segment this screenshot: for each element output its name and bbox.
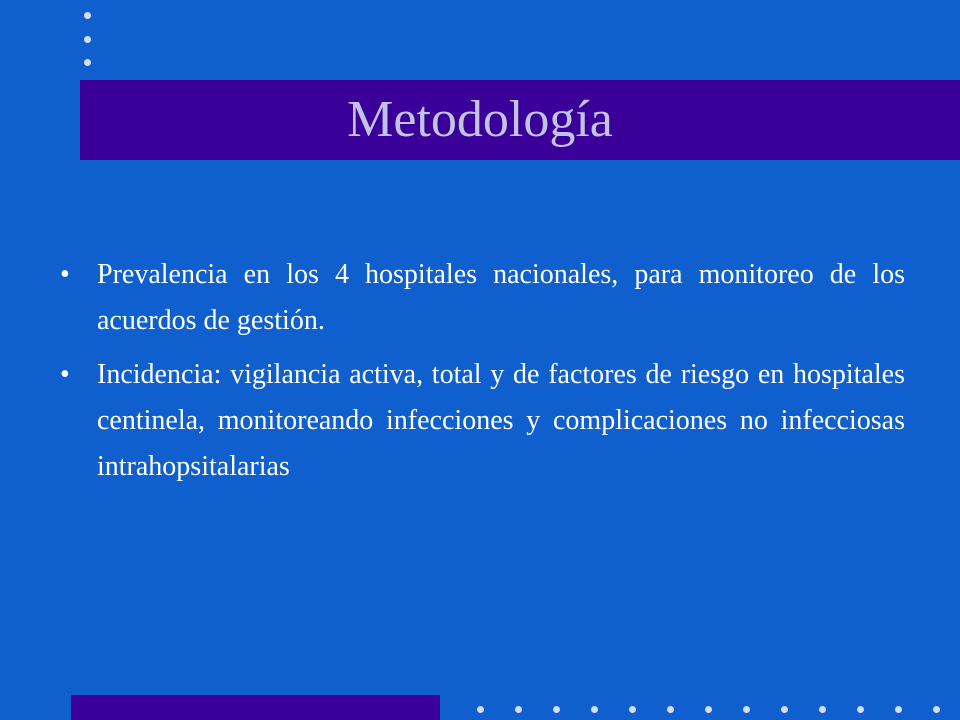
bullet-item — [60, 252, 905, 344]
bullet-item — [60, 352, 905, 490]
decorative-dot — [591, 706, 598, 713]
decorative-dot — [933, 706, 940, 713]
decorative-dot — [857, 706, 864, 713]
bullet-icon: • — [60, 359, 70, 390]
bullet-text: Prevalencia en los 4 hospitales nacionales, para monitoreo de los acuerdos de gestión. — [97, 259, 905, 336]
slide-title: Metodología — [347, 91, 613, 148]
decorative-dot — [781, 706, 788, 713]
decorative-dot — [667, 706, 674, 713]
bullet-list — [60, 252, 905, 498]
decorative-dot — [895, 706, 902, 713]
bullet-icon: • — [60, 259, 70, 290]
decorative-dot — [629, 706, 636, 713]
decorative-dot — [477, 706, 484, 713]
decorative-dot — [84, 12, 91, 19]
decorative-dot — [553, 706, 560, 713]
bullet-text: Incidencia: vigilancia activa, total y de factores de riesgo en hospitales centinela, monitoreando infecciones y complicaciones no infecciosas intrahopsitalarias — [97, 359, 905, 482]
bottom-bar — [71, 695, 440, 720]
decorative-dot — [84, 36, 91, 43]
decorative-dot — [84, 59, 91, 66]
decorative-dot — [819, 706, 826, 713]
decorative-dot — [515, 706, 522, 713]
decorative-dot — [743, 706, 750, 713]
decorative-dot — [705, 706, 712, 713]
